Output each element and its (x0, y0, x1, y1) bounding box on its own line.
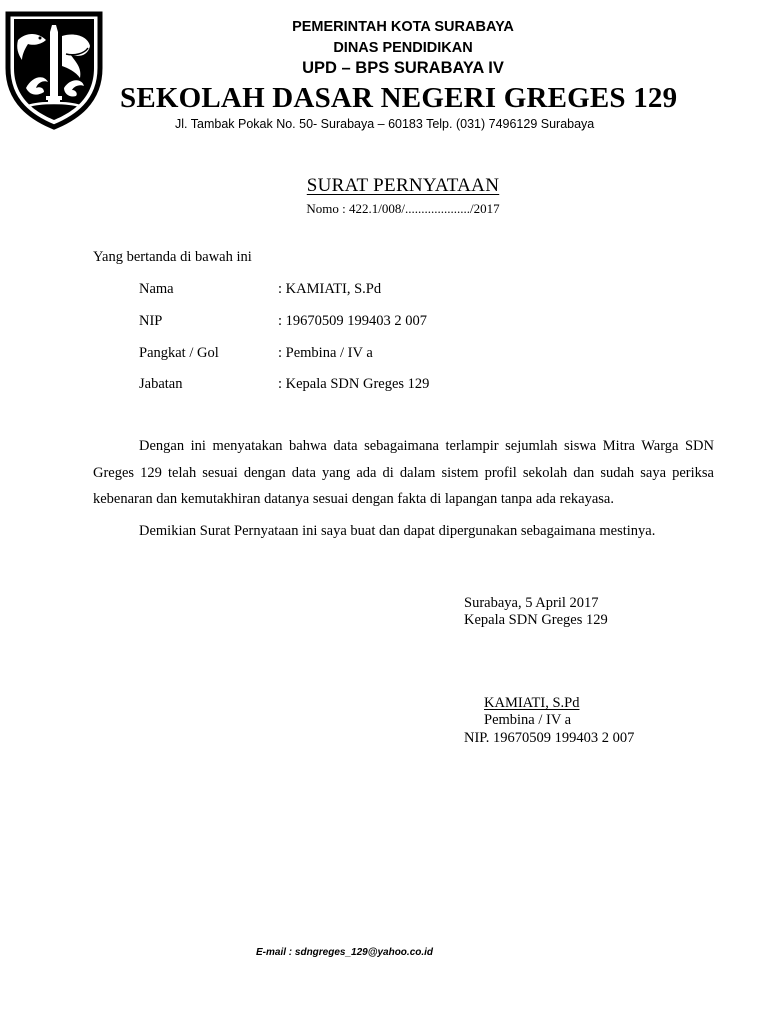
signature-name: KAMIATI, S.Pd (484, 695, 580, 711)
signature-rank: Pembina / IV a (484, 712, 572, 728)
identity-jabatan-label: Jabatan (139, 376, 183, 392)
signature-place-date: Surabaya, 5 April 2017 (464, 595, 599, 611)
identity-jabatan-value: : Kepala SDN Greges 129 (278, 376, 430, 392)
letterhead-unit: UPD – BPS SURABAYA IV (302, 59, 504, 77)
document-number: Nomo : 422.1/008/..................../2017 (306, 201, 500, 216)
identity-nip-value: : 19670509 199403 2 007 (278, 313, 428, 329)
signature-nip: NIP. 19670509 199403 2 007 (464, 730, 635, 746)
statement-paragraph: Dengan ini menyatakan bahwa data sebagaimana terlampir sejumlah siswa Mitra Warga SDN Greges 129 telah sesuai dengan data yang ada di dalam sistem profil sekolah dan sudah saya periksa kebenaran dan kemutakhiran datanya sesuai dengan fakta di lapangan tanpa ada rekayasa. (93, 438, 714, 507)
document-title: SURAT PERNYATAAN (306, 175, 500, 196)
identity-nip-label: NIP (139, 313, 163, 329)
signature-position: Kepala SDN Greges 129 (464, 612, 608, 628)
footer-email: E-mail : sdngreges_129@yahoo.co.id (256, 947, 434, 958)
letterhead-government: PEMERINTAH KOTA SURABAYA (292, 19, 514, 35)
identity-pangkat-value: : Pembina / IV a (278, 345, 373, 361)
closing-paragraph: Demikian Surat Pernyataan ini saya buat dan dapat dipergunakan sebagaimana mestinya. (139, 523, 656, 539)
letterhead-address: Jl. Tambak Pokak No. 50- Surabaya – 60183 Telp. (031) 7496129 Surabaya (175, 117, 595, 131)
identity-pangkat-label: Pangkat / Gol (139, 345, 219, 361)
intro-text: Yang bertanda di bawah ini (93, 249, 252, 265)
identity-nama-label: Nama (139, 281, 174, 297)
letterhead-school-name: SEKOLAH DASAR NEGERI GREGES 129 (120, 82, 678, 114)
letterhead-department: DINAS PENDIDIKAN (333, 40, 473, 56)
identity-nama-value: : KAMIATI, S.Pd (278, 281, 382, 297)
